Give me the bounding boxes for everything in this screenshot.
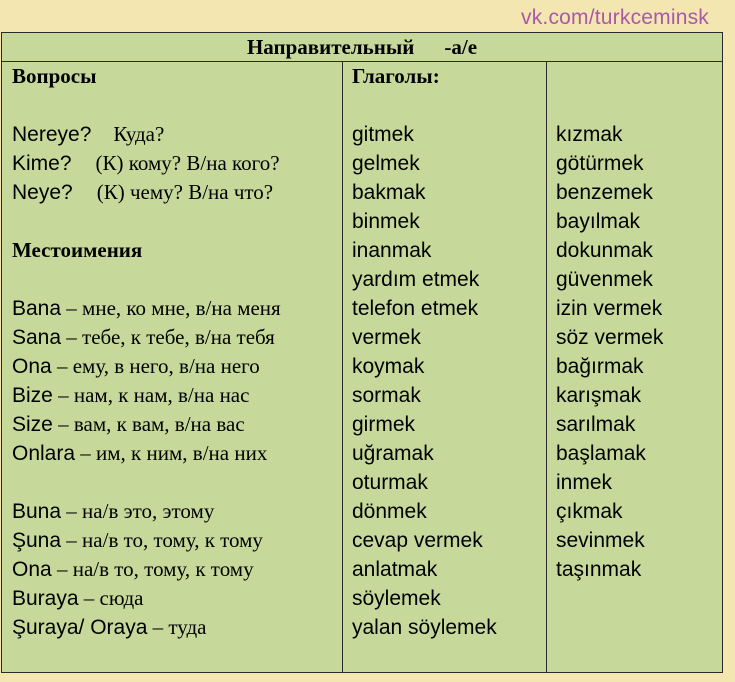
verb-item: güvenmek bbox=[556, 268, 653, 291]
verb-item: sormak bbox=[352, 384, 421, 407]
questions-pronouns-column bbox=[12, 62, 342, 642]
grammar-table bbox=[1, 32, 723, 673]
question-row: Neye? (К) чему? В/на что? bbox=[12, 180, 274, 204]
verb-item: sarılmak bbox=[556, 413, 636, 436]
verbs-header: Глаголы: bbox=[352, 64, 440, 88]
demonstrative-row: Ona – на/в то, тому, к тому bbox=[12, 557, 254, 581]
pronoun-row: Bize – нам, к нам, в/на нас bbox=[12, 383, 250, 407]
verb-item: inmek bbox=[556, 471, 613, 494]
verb-item: söylemek bbox=[352, 587, 441, 610]
verb-item: söz vermek bbox=[556, 326, 664, 349]
verb-item: sevinmek bbox=[556, 529, 645, 552]
verb-item: benzemek bbox=[556, 181, 653, 204]
verb-item: girmek bbox=[352, 413, 416, 436]
verb-item: vermek bbox=[352, 326, 421, 349]
verb-item: izin vermek bbox=[556, 297, 663, 320]
verb-item: başlamak bbox=[556, 442, 646, 465]
verb-item: inanmak bbox=[352, 239, 432, 262]
verb-item: götürmek bbox=[556, 152, 644, 175]
verb-item: dokunmak bbox=[556, 239, 653, 262]
verb-item: gitmek bbox=[352, 123, 414, 146]
verb-item: koymak bbox=[352, 355, 425, 378]
verb-item: bayılmak bbox=[556, 210, 641, 233]
verb-item: dönmek bbox=[352, 500, 427, 523]
pronoun-row: Onlara – им, к ним, в/на них bbox=[12, 441, 268, 465]
verb-item: çıkmak bbox=[556, 500, 623, 523]
table-title bbox=[2, 33, 722, 62]
verb-item: oturmak bbox=[352, 471, 428, 494]
verb-item: yalan söylemek bbox=[352, 616, 497, 639]
verb-item: bakmak bbox=[352, 181, 426, 204]
watermark-text: vk.com/turkceminsk bbox=[521, 6, 709, 29]
question-row: Kime? (К) кому? В/на кого? bbox=[12, 151, 280, 175]
demonstrative-row: Şuna – на/в то, тому, к тому bbox=[12, 528, 263, 552]
verb-item: binmek bbox=[352, 210, 420, 233]
verb-item: kızmak bbox=[556, 123, 623, 146]
demonstrative-row: Buraya – сюда bbox=[12, 586, 144, 610]
verb-item: taşınmak bbox=[556, 558, 642, 581]
pronouns-header: Местоимения bbox=[12, 238, 143, 262]
verb-item: telefon etmek bbox=[352, 297, 479, 320]
verbs-column-1 bbox=[352, 62, 542, 642]
pronoun-row: Ona – ему, в него, в/на него bbox=[12, 354, 260, 378]
pronoun-row: Bana – мне, ко мне, в/на меня bbox=[12, 296, 281, 320]
table-title-suffix: -а/е bbox=[444, 35, 478, 59]
demonstrative-row: Şuraya/ Oraya – туда bbox=[12, 615, 207, 639]
column-divider-1 bbox=[342, 62, 343, 672]
verb-item: cevap vermek bbox=[352, 529, 483, 552]
verb-item: yardım etmek bbox=[352, 268, 480, 291]
verb-item: anlatmak bbox=[352, 558, 438, 581]
verb-item: bağırmak bbox=[556, 355, 644, 378]
verbs-column-2 bbox=[556, 62, 721, 584]
verb-item: karışmak bbox=[556, 384, 642, 407]
table-title-main: Направительный bbox=[246, 35, 415, 59]
question-row: Nereye? Куда? bbox=[12, 122, 165, 146]
questions-header: Вопросы bbox=[12, 64, 97, 88]
pronoun-row: Sana – тебе, к тебе, в/на тебя bbox=[12, 325, 275, 349]
column-divider-2 bbox=[546, 62, 547, 672]
demonstrative-row: Buna – на/в это, этому bbox=[12, 499, 215, 523]
verb-item: uğramak bbox=[352, 442, 434, 465]
verb-item: gelmek bbox=[352, 152, 420, 175]
pronoun-row: Size – вам, к вам, в/на вас bbox=[12, 412, 245, 436]
